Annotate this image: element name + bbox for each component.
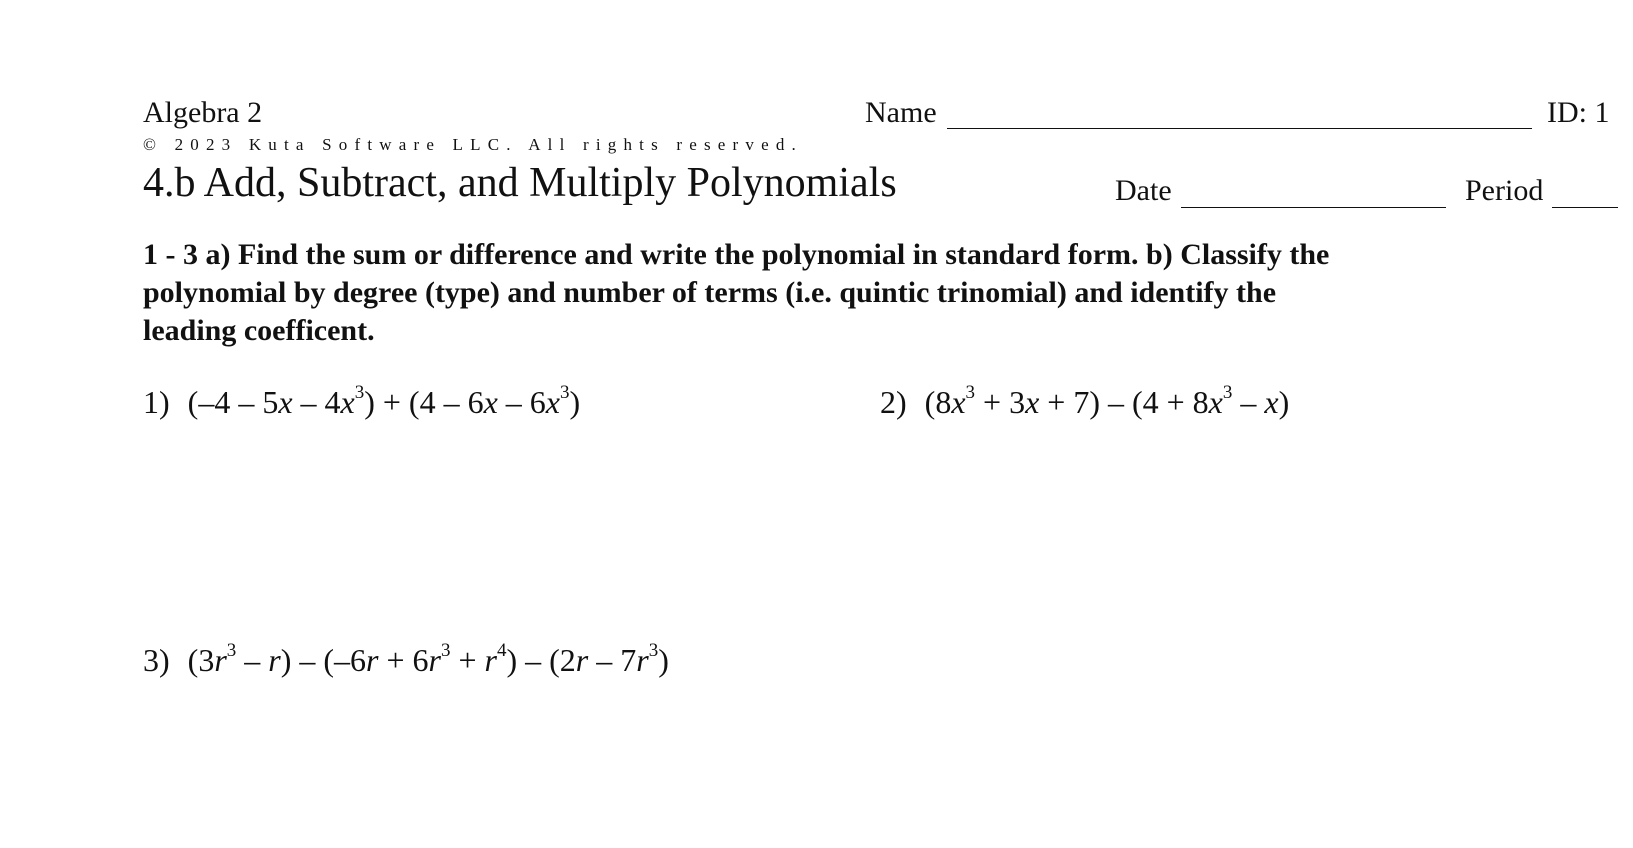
period-blank-line [1552, 207, 1618, 208]
instructions-line: polynomial by degree (type) and number of terms (i.e. quintic trinomial) and identify the [143, 276, 1277, 309]
problem-expression: $(8x^3 + 3x + 7) - (4 + 8x^3 - x)$ [924, 382, 1290, 420]
copyright-notice: © 2023 Kuta Software LLC. All rights reserved. [143, 135, 803, 154]
date-label: Date [1115, 174, 1172, 207]
problem-expression: $(3r^3 - r) - (-6r + 6r^3 + r^4) - (2r - 7r^3)$ [187, 640, 669, 678]
problem-2 [880, 382, 1289, 422]
worksheet-title: 4.b Add, Subtract, and Multiply Polynomials [143, 160, 897, 206]
name-label: Name [865, 96, 937, 129]
course-title: Algebra 2 [143, 96, 263, 129]
name-blank-line [947, 128, 1532, 129]
period-label: Period [1465, 174, 1544, 207]
worksheet-id: ID: 1 [1547, 96, 1610, 129]
instructions [143, 236, 1543, 350]
problem-expression: $(-4 - 5x - 4x^3) + (4 - 6x - 6x^3)$ [187, 382, 581, 420]
date-blank-line [1181, 207, 1446, 208]
instructions-line: leading coefficent. [143, 314, 375, 347]
problem-number: 2) [880, 384, 907, 420]
instructions-line: 1 - 3 a) Find the sum or difference and write the polynomial in standard form. b) Classify the [143, 238, 1330, 271]
problem-3 [143, 640, 669, 680]
problem-number: 3) [143, 642, 170, 678]
problem-1 [143, 382, 580, 422]
problem-number: 1) [143, 384, 170, 420]
